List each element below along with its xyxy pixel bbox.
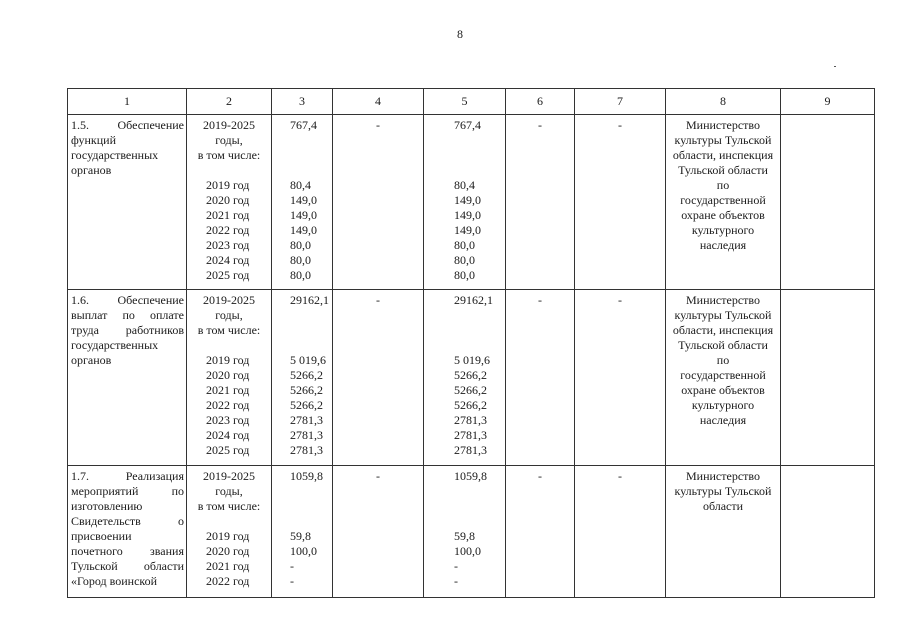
year-label: 2022 год bbox=[206, 223, 250, 237]
responsible-line: культурного bbox=[691, 398, 755, 412]
responsible-line: области bbox=[702, 499, 744, 513]
year-value: 149,0 bbox=[290, 223, 317, 237]
year-value: 2781,3 bbox=[290, 428, 323, 442]
year-value: - bbox=[454, 574, 458, 588]
year-label: 2019 год bbox=[206, 529, 250, 543]
year-value: 5266,2 bbox=[454, 368, 487, 382]
year-value: 5266,2 bbox=[454, 398, 487, 412]
col9-cell bbox=[781, 115, 875, 290]
year-label: 2021 год bbox=[206, 383, 250, 397]
spacer bbox=[290, 308, 332, 353]
regional-funding-cell bbox=[424, 466, 506, 598]
spacer bbox=[187, 163, 271, 178]
year-value: 5 019,6 bbox=[454, 353, 490, 367]
year-label: 2022 год bbox=[206, 574, 250, 588]
col9-cell bbox=[781, 466, 875, 598]
year-value: 100,0 bbox=[454, 544, 481, 558]
year-label: 2024 год bbox=[206, 253, 250, 267]
responsible-line: Министерство bbox=[686, 118, 760, 132]
header-cell-9: 9 bbox=[781, 89, 875, 115]
responsible-cell bbox=[666, 290, 781, 466]
year-value: 5266,2 bbox=[290, 398, 323, 412]
year-label: 2021 год bbox=[206, 559, 250, 573]
col4-cell: - bbox=[333, 466, 424, 598]
period-range: 2019-2025 bbox=[203, 469, 255, 483]
year-label: 2020 год bbox=[206, 193, 250, 207]
measure-name-line: 1.5. Обеспечение bbox=[71, 118, 184, 132]
year-label: 2021 год bbox=[206, 208, 250, 222]
page-number: 8 bbox=[457, 27, 463, 41]
period-cell bbox=[187, 290, 272, 466]
col6-cell: - bbox=[506, 115, 575, 290]
responsible-line: культуры Тульской bbox=[674, 133, 772, 147]
responsible-line: Министерство bbox=[686, 293, 760, 307]
responsible-line: охране объектов bbox=[681, 383, 765, 397]
year-value: 149,0 bbox=[454, 208, 481, 222]
year-value: 59,8 bbox=[290, 529, 311, 543]
spacer bbox=[290, 133, 332, 178]
total-value: 767,4 bbox=[290, 118, 317, 132]
measure-name-line: присвоении bbox=[71, 529, 132, 543]
period-cell bbox=[187, 466, 272, 598]
total-value: 1059,8 bbox=[454, 469, 487, 483]
measure-name-line: выплат по оплате bbox=[71, 308, 184, 322]
period-caption: в том числе: bbox=[197, 499, 261, 513]
year-value: 80,0 bbox=[290, 268, 311, 282]
spacer bbox=[454, 308, 505, 353]
measure-name-line: государственных bbox=[71, 338, 159, 352]
header-cell-3: 3 bbox=[272, 89, 333, 115]
table-row bbox=[68, 466, 875, 598]
header-cell-4: 4 bbox=[333, 89, 424, 115]
year-value: 5266,2 bbox=[290, 383, 323, 397]
spacer bbox=[187, 338, 271, 353]
year-value: 2781,3 bbox=[290, 443, 323, 457]
measure-name-line: Свидетельств о bbox=[71, 514, 184, 528]
header-cell-2: 2 bbox=[187, 89, 272, 115]
year-value: 5 019,6 bbox=[290, 353, 326, 367]
period-caption: в том числе: bbox=[197, 323, 261, 337]
measure-name-line: 1.7. Реализация bbox=[71, 469, 184, 483]
measure-name-line: функций bbox=[71, 133, 116, 147]
col4-cell: - bbox=[333, 115, 424, 290]
year-value: - bbox=[290, 574, 294, 588]
col7-cell: - bbox=[575, 115, 666, 290]
col6-cell: - bbox=[506, 290, 575, 466]
responsible-line: культурного bbox=[691, 223, 755, 237]
year-label: 2024 год bbox=[206, 428, 250, 442]
year-value: 80,0 bbox=[290, 253, 311, 267]
spacer bbox=[454, 484, 505, 529]
measure-name-line: органов bbox=[71, 353, 112, 367]
year-value: 2781,3 bbox=[454, 443, 487, 457]
measure-name-cell bbox=[68, 115, 187, 290]
responsible-line: по bbox=[716, 178, 730, 192]
period-range: 2019-2025 bbox=[203, 293, 255, 307]
measure-name-line: мероприятий по bbox=[71, 484, 184, 498]
period-caption: годы, bbox=[215, 484, 243, 498]
year-value: 5266,2 bbox=[290, 368, 323, 382]
year-value: 149,0 bbox=[454, 223, 481, 237]
regional-funding-cell bbox=[424, 115, 506, 290]
col4-cell: - bbox=[333, 290, 424, 466]
measure-name-cell bbox=[68, 466, 187, 598]
measure-name-line: Тульской области bbox=[71, 559, 184, 573]
responsible-line: области, инспекция bbox=[672, 323, 774, 337]
year-value: 149,0 bbox=[454, 193, 481, 207]
year-label: 2019 год bbox=[206, 353, 250, 367]
year-value: 2781,3 bbox=[454, 428, 487, 442]
year-value: 80,0 bbox=[454, 268, 475, 282]
year-value: 5266,2 bbox=[454, 383, 487, 397]
total-funding-cell bbox=[272, 115, 333, 290]
year-value: 80,0 bbox=[454, 238, 475, 252]
year-value: - bbox=[290, 559, 294, 573]
header-cell-8: 8 bbox=[666, 89, 781, 115]
total-value: 29162,1 bbox=[454, 293, 493, 307]
responsible-line: культуры Тульской bbox=[674, 308, 772, 322]
year-value: 149,0 bbox=[290, 208, 317, 222]
col7-cell: - bbox=[575, 290, 666, 466]
year-label: 2023 год bbox=[206, 238, 250, 252]
scan-speck bbox=[834, 66, 836, 67]
year-value: 149,0 bbox=[290, 193, 317, 207]
year-label: 2022 год bbox=[206, 398, 250, 412]
measure-name-line: государственных bbox=[71, 148, 159, 162]
total-value: 29162,1 bbox=[290, 293, 329, 307]
year-value: - bbox=[454, 559, 458, 573]
responsible-line: по bbox=[716, 353, 730, 367]
header-cell-1: 1 bbox=[68, 89, 187, 115]
total-funding-cell bbox=[272, 290, 333, 466]
measure-name-line: 1.6. Обеспечение bbox=[71, 293, 184, 307]
header-cell-5: 5 bbox=[424, 89, 506, 115]
period-caption: годы, bbox=[215, 308, 243, 322]
year-value: 2781,3 bbox=[454, 413, 487, 427]
responsible-line: наследия bbox=[699, 413, 747, 427]
header-cell-7: 7 bbox=[575, 89, 666, 115]
table-row bbox=[68, 290, 875, 466]
year-label: 2023 год bbox=[206, 413, 250, 427]
year-value: 80,4 bbox=[290, 178, 311, 192]
budget-table bbox=[67, 88, 875, 598]
year-value: 100,0 bbox=[290, 544, 317, 558]
responsible-line: государственной bbox=[680, 193, 766, 207]
spacer bbox=[454, 133, 505, 178]
table-row bbox=[68, 115, 875, 290]
spacer bbox=[290, 484, 332, 529]
year-value: 80,0 bbox=[454, 253, 475, 267]
col6-cell: - bbox=[506, 466, 575, 598]
year-label: 2020 год bbox=[206, 544, 250, 558]
year-value: 80,4 bbox=[454, 178, 475, 192]
responsible-line: Тульской области bbox=[678, 163, 768, 177]
period-range: 2019-2025 bbox=[203, 118, 255, 132]
responsible-line: культуры Тульской bbox=[674, 484, 772, 498]
measure-name-line: «Город воинской bbox=[71, 574, 158, 588]
responsible-line: Тульской области bbox=[678, 338, 768, 352]
responsible-line: охране объектов bbox=[681, 208, 765, 222]
col7-cell: - bbox=[575, 466, 666, 598]
period-caption: годы, bbox=[215, 133, 243, 147]
responsible-line: области, инспекция bbox=[672, 148, 774, 162]
responsible-cell bbox=[666, 466, 781, 598]
year-label: 2019 год bbox=[206, 178, 250, 192]
total-funding-cell bbox=[272, 466, 333, 598]
spacer bbox=[187, 514, 271, 529]
year-label: 2025 год bbox=[206, 443, 250, 457]
header-cell-6: 6 bbox=[506, 89, 575, 115]
table-header-row bbox=[68, 89, 875, 115]
responsible-line: Министерство bbox=[686, 469, 760, 483]
measure-name-cell bbox=[68, 290, 187, 466]
total-value: 1059,8 bbox=[290, 469, 323, 483]
year-value: 80,0 bbox=[290, 238, 311, 252]
measure-name-line: органов bbox=[71, 163, 112, 177]
year-label: 2020 год bbox=[206, 368, 250, 382]
total-value: 767,4 bbox=[454, 118, 481, 132]
year-value: 2781,3 bbox=[290, 413, 323, 427]
year-label: 2025 год bbox=[206, 268, 250, 282]
period-caption: в том числе: bbox=[197, 148, 261, 162]
col9-cell bbox=[781, 290, 875, 466]
responsible-cell bbox=[666, 115, 781, 290]
measure-name-line: труда работников bbox=[71, 323, 184, 337]
regional-funding-cell bbox=[424, 290, 506, 466]
period-cell bbox=[187, 115, 272, 290]
measure-name-line: почетного звания bbox=[71, 544, 184, 558]
measure-name-line: изготовлению bbox=[71, 499, 143, 513]
responsible-line: наследия bbox=[699, 238, 747, 252]
responsible-line: государственной bbox=[680, 368, 766, 382]
year-value: 59,8 bbox=[454, 529, 475, 543]
